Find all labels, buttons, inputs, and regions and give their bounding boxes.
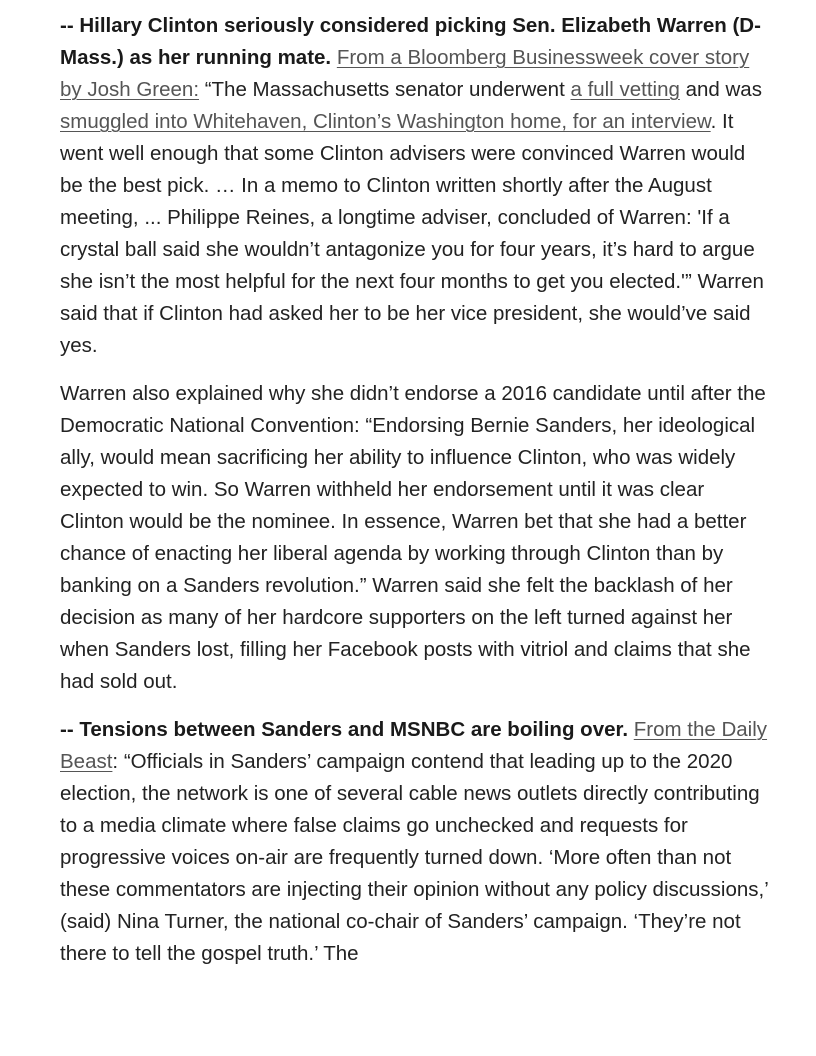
paragraph-text: : “Officials in Sanders’ campaign contend that leading up to the 2020 election, the network is one of several cable news outlets directly contributing to a media climate where false claims go unchecked and requests for progressive voices on-air are frequently turned down. ‘More often than not these commentators are injecting their opinion without any policy discussions,’ (said) Nina Turner, the national co-chair of Sanders’ campaign. ‘They’re not there to tell the gospel truth.’ The	[60, 750, 768, 965]
link-full-vetting[interactable]: a full vetting	[570, 78, 680, 101]
link-daily-beast[interactable]: From the Daily Beast	[60, 718, 768, 773]
link-smuggled-whitehaven[interactable]: smuggled into Whitehaven, Clinton’s Washington home, for an interview	[60, 110, 711, 133]
paragraph-clinton-warren	[60, 10, 770, 362]
paragraph-sanders-msnbc	[60, 714, 770, 970]
paragraph-text: Warren also explained why she didn’t endorse a 2016 candidate until after the Democratic National Convention: “Endorsing Bernie Sanders, her ideological ally, would mean sacrificing her ability to influence Clinton, who was widely expected to win. So Warren withheld her endorsement until it was clear Clinton would be the nominee. In essence, Warren bet that she had a better chance of enacting her liberal agenda by working through Clinton than by banking on a Sanders revolution.” Warren said she felt the backlash of her decision as many of her hardcore supporters on the left turned against her when Sanders lost, filling her Facebook posts with vitriol and claims that she had sold out.	[60, 382, 766, 693]
link-bloomberg-businessweek[interactable]: From a Bloomberg Businessweek cover story by Josh Green:	[60, 46, 750, 101]
headline-clinton-warren: -- Hillary Clinton seriously considered picking Sen. Elizabeth Warren (D-Mass.) as her running mate.	[60, 14, 761, 69]
paragraph-warren-endorsement	[60, 378, 770, 698]
headline-sanders-msnbc: -- Tensions between Sanders and MSNBC are boiling over.	[60, 718, 629, 741]
paragraph-text: . It went well enough that some Clinton advisers were convinced Warren would be the best pick. … In a memo to Clinton written shortly after the August meeting, ... Philippe Reines, a longtime adviser, concluded of Warren: 'If a crystal ball said she wouldn’t antagonize you for four years, it’s hard to argue she isn’t the most helpful for the next four months to get you elected.'” Warren said that if Clinton had asked her to be her vice president, she would’ve said yes.	[60, 110, 764, 357]
paragraph-text: “The Massachusetts senator underwent	[199, 78, 571, 101]
article-body	[60, 10, 770, 986]
paragraph-text: and was	[679, 78, 762, 101]
